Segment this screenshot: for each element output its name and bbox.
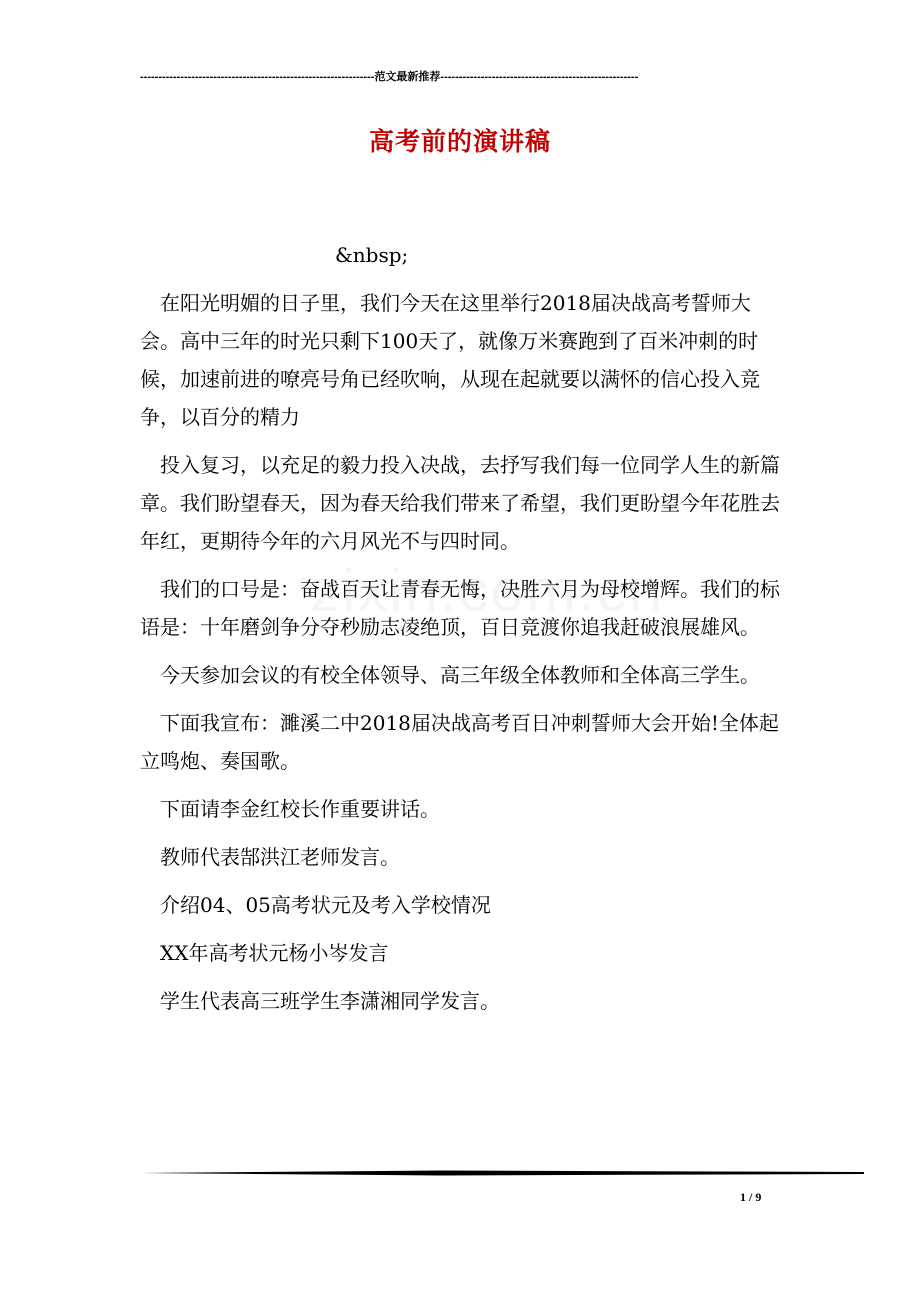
paragraph: 今天参加会议的有校全体领导、高三年级全体教师和全体高三学生。 [160,663,760,687]
page-number: 1 / 9 [740,1190,762,1204]
paragraph-nbsp: &nbsp; [335,243,409,267]
document-body [140,236,790,1030]
document-title: 高考前的演讲稿 [368,127,551,156]
paragraph: 投入复习，以充足的毅力投入决战，去抒写我们每一位同学人生的新篇章。我们盼望春天，因为春天给我们带来了希望，我们更盼望今年花胜去年红，更期待今年的六月风光不与四时同。 [140,453,780,553]
paragraph: 我们的口号是：奋战百天让青春无悔，决胜六月为母校增辉。我们的标语是：十年磨剑争分夺秒励志凌绝顶，百日竞渡你追我赶破浪展雄风。 [140,577,780,639]
paragraph: 下面请李金红校长作重要讲话。 [160,797,440,821]
paragraph: XX年高考状元杨小岑发言 [160,941,389,965]
footer-rule [140,1169,864,1177]
header-dashed-line: ----------------------------------------------------------------范文最新推荐------------------------------------------------------ [140,71,639,83]
paragraph: 下面我宣布：濉溪二中2018届决战高考百日冲刺誓师大会开始!全体起立鸣炮、奏国歌。 [140,711,779,773]
paragraph: 教师代表郜洪江老师发言。 [160,845,400,869]
paragraph: 介绍04、05高考状元及考入学校情况 [160,893,491,917]
paragraph: 学生代表高三班学生李潇湘同学发言。 [160,989,500,1013]
paragraph: 在阳光明媚的日子里，我们今天在这里举行2018届决战高考誓师大会。高中三年的时光只剩下100天了，就像万米赛跑到了百米冲刺的时候，加速前进的嘹亮号角已经吹响，从现在起就要以满怀的信心投入竞争，以百分的精力 [140,291,760,429]
